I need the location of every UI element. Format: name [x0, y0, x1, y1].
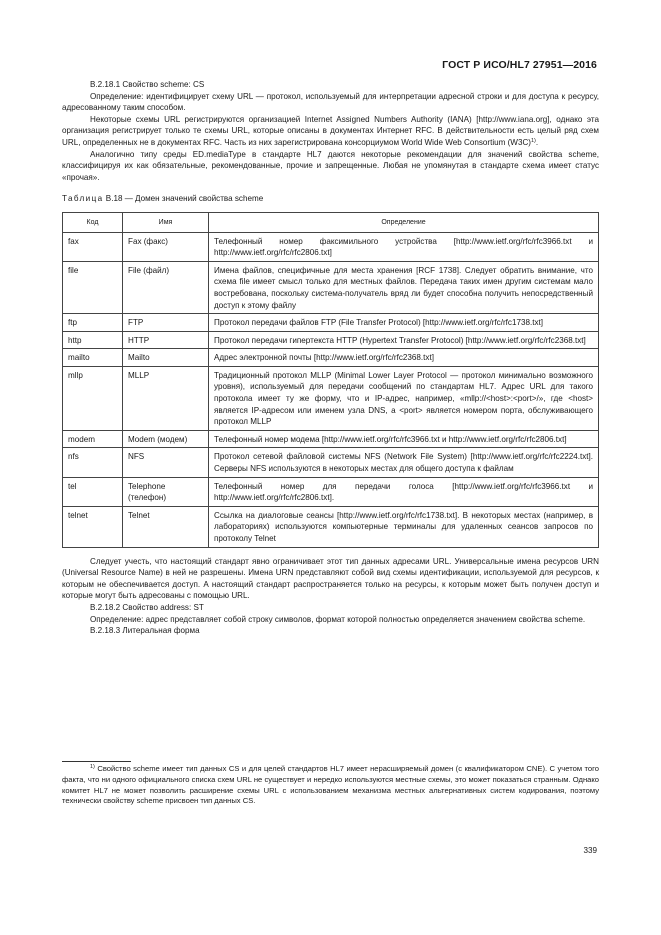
cell-name: Fax (факс) [123, 232, 209, 261]
cell-name: FTP [123, 314, 209, 332]
standard-header: ГОСТ Р ИСО/HL7 27951—2016 [442, 59, 597, 71]
cell-code: nfs [63, 448, 123, 477]
cell-definition: Имена файлов, специфичные для места хранения [RCF 1738]. Следует обратить внимание, что схема file имеет смысл только для местных файлов. Передача таких имен другим системам мало востребована, поскольку система-получатель вряд ли будет способна получить непосредственный доступ к этому файлу [209, 261, 599, 313]
address-definition-paragraph: Определение: адрес представляет собой строку символов, формат которой полностью определяется значением свойства scheme. [90, 614, 586, 624]
section-heading-b2182: B.2.18.2 Свойство address: ST [90, 602, 204, 612]
cell-code: modem [63, 430, 123, 448]
footnote-divider [62, 761, 131, 762]
cell-code: mllp [63, 366, 123, 430]
cell-definition: Протокол передачи гипертекста HTTP (Hypertext Transfer Protocol) [http://www.ietf.org/rfc/rfc2368.txt] [209, 331, 599, 349]
mediatype-paragraph: Аналогично типу среды ED.mediaType в стандарте HL7 даются некоторые рекомендации для значений свойства scheme, классифицируя их как обязательные, рекомендованные, прочие и запрещенные. Любая не упомянутая в стандарте схема имеет статус «прочая». [62, 149, 599, 182]
footnote-text: Свойство scheme имеет тип данных CS и для целей стандартов HL7 имеет нерасширяемый домен (с квалификатором CNE). С учетом того факта, что ни одного официального списка схем URL не существует и нередко используются местные схемы, это может показаться странным. Однако комитет HL7 не может позволить расширение схемы URL с использованием механизма местных альтернативных систем кодирования, поэтому технически свойству scheme присвоен тип данных CS. [62, 764, 599, 806]
table-row [63, 314, 599, 332]
cell-code: telnet [63, 506, 123, 547]
table-header-row [63, 212, 599, 232]
cell-code: file [63, 261, 123, 313]
cell-name: NFS [123, 448, 209, 477]
cell-definition: Протокол сетевой файловой системы NFS (Network File System) [http://www.ietf.org/rfc/rfc2224.txt]. Серверы NFS используются в некоторых местах для общего доступа к файлам [209, 448, 599, 477]
cell-code: ftp [63, 314, 123, 332]
scheme-domain-table [62, 212, 599, 548]
definition-paragraph: Определение: идентифицирует схему URL — протокол, используемый для интерпретации адресной строки и для доступа к ресурсу, адресованному таким способом. [62, 91, 599, 113]
cell-definition: Адрес электронной почты [http://www.ietf.org/rfc/rfc2368.txt] [209, 349, 599, 367]
cell-name: Telnet [123, 506, 209, 547]
table-caption [62, 193, 599, 205]
column-header-name: Имя [123, 212, 209, 232]
column-header-code: Код [63, 212, 123, 232]
table-caption-text: B.18 — Домен значений свойства scheme [105, 194, 264, 204]
footnote-marker: 1) [90, 764, 95, 770]
cell-definition: Телефонный номер для передачи голоса [http://www.ietf.org/rfc/rfc3966.txt и http://www.ietf.org/rfc/rfc2806.txt]. [209, 477, 599, 506]
cell-definition: Протокол передачи файлов FTP (File Transfer Protocol) [http://www.ietf.org/rfc/rfc1738.txt] [209, 314, 599, 332]
table-row [63, 349, 599, 367]
section-heading-b2181: B.2.18.1 Свойство scheme: CS [90, 80, 205, 89]
table-row [63, 331, 599, 349]
table-row [63, 448, 599, 477]
cell-definition: Телефонный номер модема [http://www.ietf.org/rfc/rfc3966.txt и http://www.ietf.org/rfc/rfc2806.txt] [209, 430, 599, 448]
table-caption-prefix: Таблица [62, 194, 104, 204]
cell-name: Telephone (телефон) [123, 477, 209, 506]
table-row [63, 430, 599, 448]
cell-code: http [63, 331, 123, 349]
cell-name: File (файл) [123, 261, 209, 313]
cell-name: MLLP [123, 366, 209, 430]
iana-paragraph-end: . [535, 137, 539, 147]
footnote [62, 764, 599, 807]
cell-definition: Ссылка на диалоговые сеансы [http://www.ietf.org/rfc/rfc1738.txt]. В некоторых местах (например, в лабораториях) используются компьютерные терминалы для удаленных сеансов запросов по протоколу Telnet [209, 506, 599, 547]
table-row [63, 506, 599, 547]
cell-code: tel [63, 477, 123, 506]
main-content [62, 79, 599, 637]
page-number: 339 [583, 846, 597, 855]
table-row [63, 232, 599, 261]
table-row [63, 261, 599, 313]
table-row [63, 366, 599, 430]
cell-name: HTTP [123, 331, 209, 349]
iana-paragraph-text: Некоторые схемы URL регистрируются организацией Internet Assigned Numbers Authority (IANA) [http://www.iana.org], однако эта организация регистрирует только те схемы URL, которые описаны в документах Интернет RFC. В действительности есть целый ряд схем URL, определенных не в документах RFC. Часть из них зарегистрирована консорциумом World Wide Web Consortium (W3C) [62, 114, 599, 147]
footnote-ref: 1) [530, 137, 536, 144]
section-heading-b2183: B.2.18.3 Литеральная форма [90, 626, 200, 636]
table-row [63, 477, 599, 506]
cell-code: fax [63, 232, 123, 261]
footnote-paragraph [62, 764, 599, 807]
cell-definition: Традиционный протокол MLLP (Minimal Lower Layer Protocol — протокол минимально возможного уровня), используемый для передачи сообщений по стандартам HL7. Адрес URL для такого протокола имеет ту же форму, что и IP-адрес, например, «mllp://<host>:<port>/», где <host> является IP-адресом или именем узла DNS, а <port> является номером порта, обслуживающего протокол MLLP [209, 366, 599, 430]
column-header-definition: Определение [209, 212, 599, 232]
cell-name: Modem (модем) [123, 430, 209, 448]
urn-paragraph: Следует учесть, что настоящий стандарт явно ограничивает этот тип данных адресами URL. Универсальные имена ресурсов URN (Universal Resource Name) в ней не разрешены. Имена URN представляют собой вид схемы идентификации, используемой для ресурсов, к которым не обеспечивается доступ. А настоящий стандарт распространяется только на ресурсы, к которым может быть получен доступ и которые могут быть адресованы с помощью URL. [62, 556, 599, 601]
iana-paragraph [62, 114, 599, 149]
cell-name: Mailto [123, 349, 209, 367]
cell-code: mailto [63, 349, 123, 367]
cell-definition: Телефонный номер факсимильного устройства [http://www.ietf.org/rfc/rfc3966.txt и http://www.ietf.org/rfc/rfc2806.txt] [209, 232, 599, 261]
